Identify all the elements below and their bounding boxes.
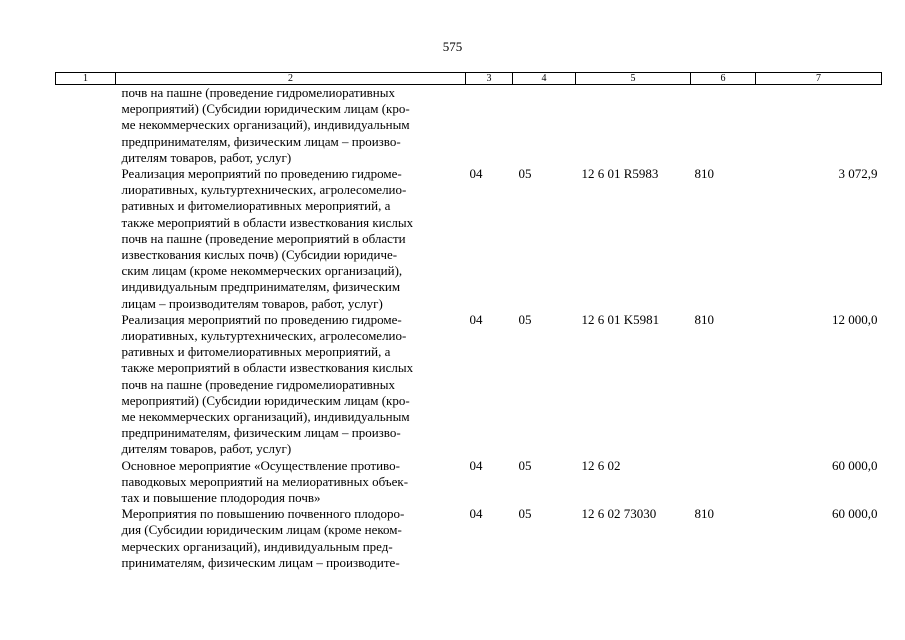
row-description <box>116 166 466 312</box>
header-col-1: 1 <box>56 73 116 85</box>
row-section: 04 <box>469 166 483 182</box>
description-line: дия (Субсидии юридическим лицам (кроме неком- <box>121 522 402 538</box>
row-expense-type: 810 <box>694 506 714 522</box>
description-line: ративных и фитомелиоративных мероприятий, а <box>121 198 391 214</box>
row-amount: 3 072,9 <box>838 166 878 182</box>
description-line: ме некоммерческих организаций), индивидуальным <box>121 409 410 425</box>
description-line: принимателям, физическим лицам – производите- <box>121 554 400 570</box>
row-col-1 <box>56 506 116 571</box>
description-line: также мероприятий в области известкования кислых <box>121 214 414 230</box>
description-line: дителям товаров, работ, услуг) <box>121 441 292 457</box>
header-col-2: 2 <box>116 73 466 85</box>
row-description <box>116 85 466 167</box>
row-target-code <box>576 85 691 167</box>
header-col-4: 4 <box>513 73 576 85</box>
row-expense-type <box>691 85 756 167</box>
description-line: Мероприятия по повышению почвенного плодоро- <box>121 506 405 522</box>
row-subsection: 05 <box>518 311 532 327</box>
description-line: мероприятий) (Субсидии юридическим лицам (кро- <box>121 101 410 117</box>
table-row <box>56 312 882 458</box>
row-section: 04 <box>469 457 483 473</box>
row-col-1 <box>56 85 116 167</box>
row-subsection: 05 <box>518 166 532 182</box>
row-target-code: 12 6 02 73030 <box>581 506 657 522</box>
description-line: тах и повышение плодородия почв» <box>121 490 321 506</box>
description-line: почв на пашне (проведение гидромелиоративных <box>121 376 396 392</box>
row-section <box>466 85 513 167</box>
description-line: Реализация мероприятий по проведению гидроме- <box>121 166 402 182</box>
description-line: Основное мероприятие «Осуществление противо- <box>121 457 400 473</box>
row-col-1 <box>56 312 116 458</box>
row-subsection: 05 <box>518 457 532 473</box>
row-expense-type: 810 <box>694 311 714 327</box>
description-line: предпринимателям, физическим лицам – произво- <box>121 133 401 149</box>
row-col-1 <box>56 166 116 312</box>
row-expense-type <box>691 458 756 507</box>
description-line: ративных и фитомелиоративных мероприятий, а <box>121 344 391 360</box>
header-col-6: 6 <box>691 73 756 85</box>
row-amount <box>756 85 882 167</box>
row-target-code: 12 6 02 <box>581 457 621 473</box>
description-line: дителям товаров, работ, услуг) <box>121 149 292 165</box>
row-amount: 60 000,0 <box>832 506 878 522</box>
row-section: 04 <box>469 311 483 327</box>
row-subsection <box>513 85 576 167</box>
description-line: мероприятий) (Субсидии юридическим лицам (кро- <box>121 392 410 408</box>
row-amount: 12 000,0 <box>832 311 878 327</box>
row-description <box>116 458 466 507</box>
description-line: мерческих организаций), индивидуальным пред- <box>121 538 393 554</box>
header-col-5: 5 <box>576 73 691 85</box>
row-expense-type: 810 <box>694 166 714 182</box>
page-number: 575 <box>442 39 463 54</box>
table-row <box>56 506 882 571</box>
description-line: известкования кислых почв) (Субсидии юридиче- <box>121 247 398 263</box>
description-line: почв на пашне (проведение мероприятий в области <box>121 230 406 246</box>
header-col-3: 3 <box>466 73 513 85</box>
description-line: лиоративных, культуртехнических, агролесомелио- <box>121 328 407 344</box>
description-line: индивидуальным предпринимателям, физическим <box>121 279 401 295</box>
budget-table <box>55 72 882 571</box>
row-description <box>116 506 466 571</box>
row-description <box>116 312 466 458</box>
description-line: ским лицам (кроме некоммерческих организаций), <box>121 263 403 279</box>
description-line: лиоративных, культуртехнических, агролесомелио- <box>121 182 407 198</box>
description-line: почв на пашне (проведение гидромелиоративных <box>121 85 396 100</box>
row-subsection: 05 <box>518 506 532 522</box>
table-row <box>56 458 882 507</box>
row-amount: 60 000,0 <box>832 457 878 473</box>
table-row <box>56 85 882 167</box>
header-row <box>56 73 882 85</box>
description-line: также мероприятий в области известкования кислых <box>121 360 414 376</box>
header-col-7: 7 <box>756 73 882 85</box>
description-line: лицам – производителям товаров, работ, услуг) <box>121 295 383 311</box>
row-col-1 <box>56 458 116 507</box>
row-target-code: 12 6 01 K5981 <box>581 311 660 327</box>
description-line: предпринимателям, физическим лицам – произво- <box>121 425 401 441</box>
table-body <box>56 85 882 572</box>
description-line: ме некоммерческих организаций), индивидуальным <box>121 117 410 133</box>
table-row <box>56 166 882 312</box>
description-line: паводковых мероприятий на мелиоративных объек- <box>121 473 409 489</box>
table-header <box>56 73 882 85</box>
row-section: 04 <box>469 506 483 522</box>
row-target-code: 12 6 01 R5983 <box>581 166 659 182</box>
description-line: Реализация мероприятий по проведению гидроме- <box>121 311 402 327</box>
